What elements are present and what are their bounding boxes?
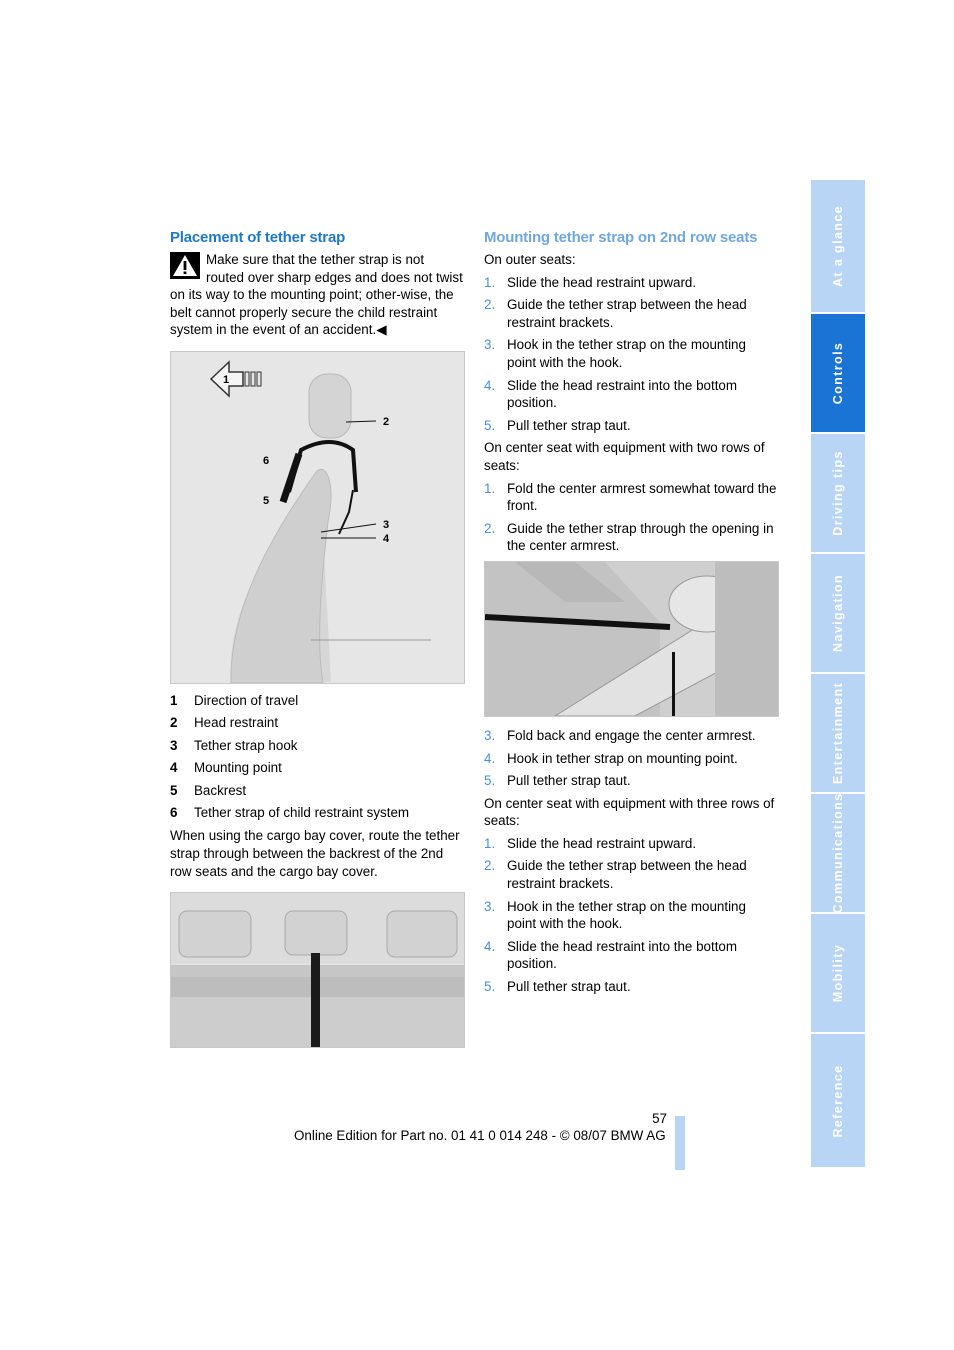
right-column — [484, 229, 778, 1001]
figure-label-5: 5 — [263, 494, 270, 507]
legend-item: 6 Tether strap of child restraint system — [170, 804, 410, 820]
figure-label-3: 3 — [383, 518, 390, 531]
edition-note: Online Edition for Part no. 01 41 0 014 248 - © 08/07 BMW AG — [294, 1128, 666, 1143]
list-item: 3. Hook in the tether strap on the mounting point with the hook. — [484, 337, 746, 370]
warning-block — [170, 251, 465, 339]
legend-item: 5 Backrest — [170, 782, 247, 798]
section-heading-placement: Placement of tether strap — [170, 229, 346, 246]
list-item: 5. Pull tether strap taut. — [484, 773, 631, 789]
legend-item: 1 Direction of travel — [170, 692, 299, 708]
page-number: 57 — [652, 1111, 667, 1126]
list-item: 2. Guide the tether strap between the head restraint brackets. — [484, 858, 747, 892]
figure-head-restraint — [170, 351, 465, 684]
end-mark-icon: ◀ — [376, 322, 387, 338]
list-item: 5. Pull tether strap taut. — [484, 417, 631, 433]
outer-seats-intro: On outer seats: — [484, 252, 576, 267]
center-three-rows-intro: On center seat with equipment with three rows of seats: — [484, 795, 775, 829]
center-armrest-illustration — [485, 562, 778, 716]
figure-label-4: 4 — [383, 532, 390, 545]
tab-driving-tips[interactable]: Driving tips — [811, 434, 865, 552]
figure-legend — [170, 692, 465, 826]
list-item: 4. Slide the head restraint into the bottom position. — [484, 938, 738, 972]
section-heading-mounting: Mounting tether strap on 2nd row seats — [484, 229, 758, 246]
cargo-cover-illustration — [171, 893, 464, 1047]
cargo-note: When using the cargo bay cover, route the tether strap through between the backrest of the 2nd row seats and the cargo bay cover. — [170, 828, 460, 879]
tab-entertainment[interactable]: Entertainment — [811, 674, 865, 792]
tab-at-a-glance[interactable]: At a glance — [811, 180, 865, 312]
list-item: 1. Fold the center armrest somewhat toward the front. — [484, 480, 777, 514]
legend-item: 4 Mounting point — [170, 760, 282, 776]
list-item: 1. Slide the head restraint upward. — [484, 835, 697, 851]
tab-navigation[interactable]: Navigation — [811, 554, 865, 672]
figure-label-1: 1 — [223, 373, 230, 386]
list-item: 2. Guide the tether strap between the head restraint brackets. — [484, 297, 747, 330]
list-item: 4. Slide the head restraint into the bottom position. — [484, 377, 738, 411]
center-three-rows-steps — [484, 835, 778, 996]
tab-communications[interactable]: Communications — [811, 794, 865, 912]
warning-text: Make sure that the tether strap is not routed over sharp edges and does not twist on its way to the mounting point; other-wise, the belt cannot properly secure the child restraint system in the event of an accident.◀ — [170, 252, 463, 338]
list-item: 3. Fold back and engage the center armrest. — [484, 727, 756, 743]
chapter-sidebar — [811, 180, 865, 1167]
figure-label-2: 2 — [383, 415, 390, 428]
warning-triangle-icon — [170, 252, 200, 279]
list-item: 5. Pull tether strap taut. — [484, 979, 631, 995]
figure-cargo-cover — [170, 892, 465, 1048]
left-column — [170, 229, 465, 1048]
head-restraint-illustration — [171, 352, 464, 683]
list-item: 2. Guide the tether strap through the opening in the center armrest. — [484, 520, 774, 554]
center-two-rows-intro: On center seat with equipment with two rows of seats: — [484, 440, 765, 473]
legend-item: 2 Head restraint — [170, 715, 279, 731]
tab-controls[interactable]: Controls — [811, 314, 865, 432]
figure-center-armrest — [484, 561, 779, 717]
outer-steps-list — [484, 274, 778, 435]
center-two-rows-steps-b — [484, 727, 778, 790]
tab-mobility[interactable]: Mobility — [811, 914, 865, 1032]
footer-accent-bar — [675, 1116, 685, 1170]
list-item: 3. Hook in the tether strap on the mounting point with the hook. — [484, 898, 746, 932]
list-item: 1. Slide the head restraint upward. — [484, 274, 697, 290]
center-two-rows-steps-a — [484, 480, 778, 555]
tab-reference[interactable]: Reference — [811, 1034, 865, 1167]
figure-label-6: 6 — [263, 454, 270, 467]
list-item: 4. Hook in tether strap on mounting point. — [484, 750, 738, 766]
legend-item: 3 Tether strap hook — [170, 737, 298, 753]
